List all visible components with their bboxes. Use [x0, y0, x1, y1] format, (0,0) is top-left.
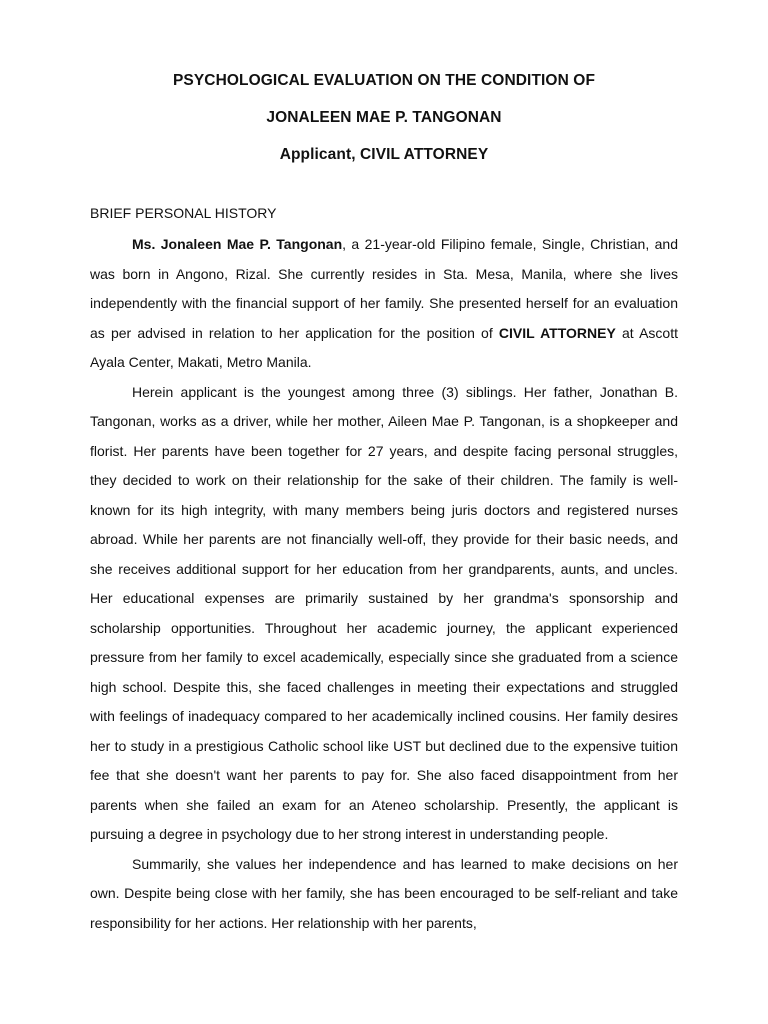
document-title-line-3: Applicant, CIVIL ATTORNEY — [279, 146, 489, 163]
paragraph-1 — [90, 230, 678, 378]
paragraph-2: Herein applicant is the youngest among three (3) siblings. Her father, Jonathan B. Tangonan, works as a driver, while her mother, Aileen Mae P. Tangonan, is a shopkeeper and florist. Her parents have been together for 27 years, and despite facing personal struggles, they decided to work on their relationship for the sake of their children. The family is well-known for its high integrity, with many members being juris doctors and registered nurses abroad. While her parents are not financially well-off, they provide for their basic needs, and she receives additional support for her education from her grandparents, aunts, and uncles. Her educational expenses are primarily sustained by her grandma's sponsorship and scholarship opportunities. Throughout her academic journey, the applicant experienced pressure from her family to excel academically, especially since she graduated from a science high school. Despite this, she faced challenges in meeting their expectations and struggled with feelings of inadequacy compared to her academically inclined cousins. Her family desires her to study in a prestigious Catholic school like UST but declined due to the expensive tuition fee that she doesn't want her parents to pay for. She also faced disappointment from her parents when she failed an exam for an Ateneo scholarship. Presently, the applicant is pursuing a degree in psychology due to her strong interest in understanding people. — [90, 383, 678, 842]
section-heading: BRIEF PERSONAL HISTORY — [90, 205, 277, 221]
paragraph-1-text-b: at Ascott Ayala Center, Makati, Metro Manila. — [90, 324, 678, 370]
paragraph-1-text-a: , a 21-year-old Filipino female, Single, Christian, and was born in Angono, Rizal. She currently resides in Sta. Mesa, Manila, where she lives independently with the financial support of her family. She presented herself for an evaluation as per advised in relation to her application for the position of — [90, 236, 678, 341]
applicant-name: Ms. Jonaleen Mae P. Tangonan — [132, 236, 343, 252]
paragraph-3: Summarily, she values her independence and has learned to make decisions on her own. Despite being close with her family, she has been encouraged to be self-reliant and take responsibility for her actions. Her relationship with her parents, — [90, 855, 678, 931]
applied-position: CIVIL ATTORNEY — [498, 324, 616, 341]
document-title-line-1: PSYCHOLOGICAL EVALUATION ON THE CONDITION OF — [172, 72, 596, 89]
document-title-line-2: JONALEEN MAE P. TANGONAN — [266, 109, 502, 126]
